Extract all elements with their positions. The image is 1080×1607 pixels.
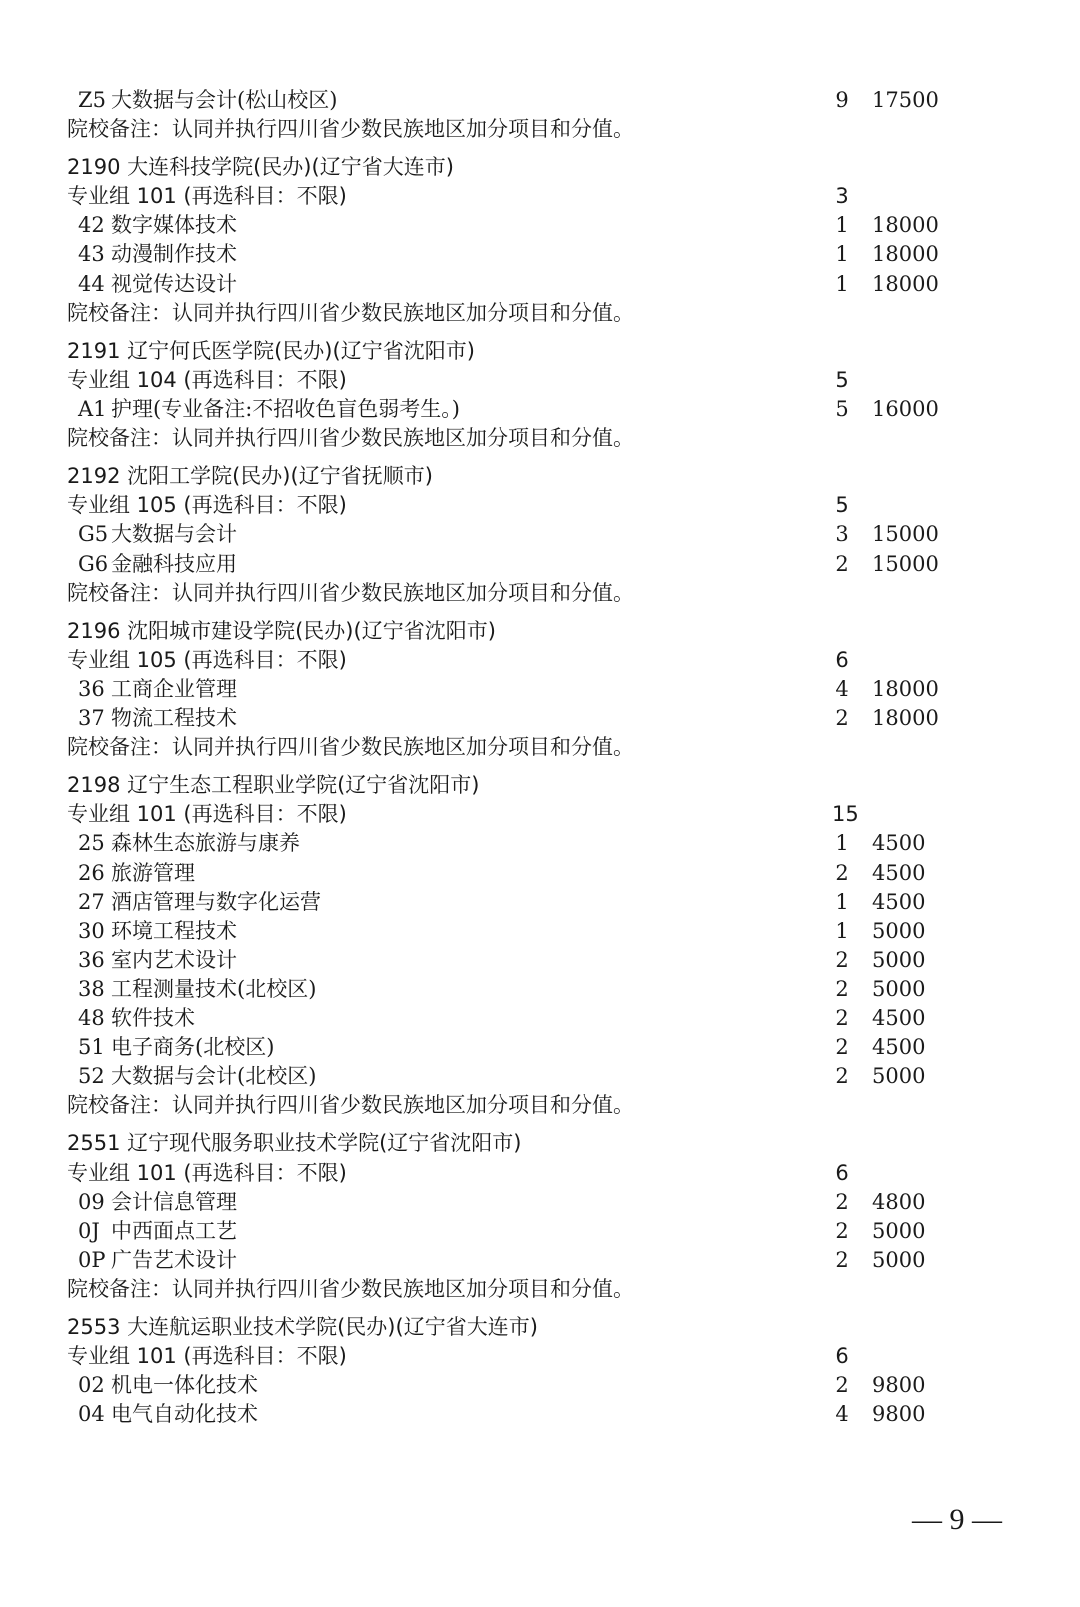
major-group-row (0, 366, 1080, 395)
institution-note-row (0, 733, 1080, 762)
institution-title: 2551 辽宁现代服务职业技术学院(辽宁省沈阳市) (67, 1131, 522, 1155)
major-tuition: 16000 (872, 397, 939, 421)
major-name: 会计信息管理 (111, 1190, 237, 1214)
major-name: 工程测量技术(北校区) (111, 977, 317, 1001)
institution-note: 院校备注：认同并执行四川省少数民族地区加分项目和分值。 (67, 117, 634, 141)
institution-note: 院校备注：认同并执行四川省少数民族地区加分项目和分值。 (67, 301, 634, 325)
major-group-label: 专业组 101 (再选科目：不限) (67, 1161, 347, 1185)
institution-note-row (0, 424, 1080, 453)
major-name: 电子商务(北校区) (111, 1035, 275, 1059)
major-group-label: 专业组 104 (再选科目：不限) (67, 368, 347, 392)
major-code: 0P (78, 1248, 106, 1272)
major-plan-count: 1 (835, 242, 849, 266)
institution-note-row (0, 1275, 1080, 1304)
major-tuition: 9800 (872, 1402, 926, 1426)
major-group-row (0, 182, 1080, 211)
major-tuition: 4500 (872, 831, 926, 855)
institution-row (0, 771, 1080, 800)
institution-row (0, 1313, 1080, 1342)
major-row (0, 1033, 1080, 1062)
page-number: — 9 — (912, 1503, 1002, 1536)
major-code: 51 (78, 1035, 105, 1059)
group-plan-count: 6 (835, 648, 849, 672)
major-code: 37 (78, 706, 105, 730)
group-plan-count: 3 (835, 184, 849, 208)
major-code: A1 (78, 397, 107, 421)
major-row (0, 240, 1080, 269)
major-name: 大数据与会计(北校区) (111, 1064, 317, 1088)
major-row (0, 270, 1080, 299)
major-plan-count: 2 (835, 706, 849, 730)
major-row (0, 550, 1080, 579)
major-plan-count: 2 (835, 1219, 849, 1243)
major-row (0, 1217, 1080, 1246)
major-name: 酒店管理与数字化运营 (111, 890, 321, 914)
institution-note: 院校备注：认同并执行四川省少数民族地区加分项目和分值。 (67, 426, 634, 450)
major-group-row (0, 1342, 1080, 1371)
institution-title: 2196 沈阳城市建设学院(民办)(辽宁省沈阳市) (67, 619, 496, 643)
major-row (0, 1004, 1080, 1033)
major-tuition: 5000 (872, 919, 926, 943)
institution-note: 院校备注：认同并执行四川省少数民族地区加分项目和分值。 (67, 1277, 634, 1301)
major-code: 02 (78, 1373, 105, 1397)
major-row (0, 829, 1080, 858)
major-row (0, 704, 1080, 733)
major-code: 36 (78, 948, 105, 972)
major-tuition: 17500 (872, 88, 939, 112)
major-row (0, 1400, 1080, 1429)
major-code: G5 (78, 522, 109, 546)
major-tuition: 5000 (872, 1248, 926, 1272)
major-tuition: 9800 (872, 1373, 926, 1397)
major-plan-count: 2 (835, 1248, 849, 1272)
major-plan-count: 2 (835, 1035, 849, 1059)
institution-note-row (0, 579, 1080, 608)
major-code: 36 (78, 677, 105, 701)
major-plan-count: 9 (835, 88, 849, 112)
major-plan-count: 2 (835, 977, 849, 1001)
major-code: 43 (78, 242, 105, 266)
major-code: 48 (78, 1006, 105, 1030)
major-plan-count: 2 (835, 1006, 849, 1030)
major-name: 环境工程技术 (111, 919, 237, 943)
major-tuition: 4500 (872, 1035, 926, 1059)
major-code: G6 (78, 552, 109, 576)
major-tuition: 4500 (872, 861, 926, 885)
major-name: 广告艺术设计 (111, 1248, 237, 1272)
major-name: 电气自动化技术 (111, 1402, 258, 1426)
institution-note: 院校备注：认同并执行四川省少数民族地区加分项目和分值。 (67, 581, 634, 605)
major-name: 中西面点工艺 (111, 1219, 237, 1243)
major-row (0, 888, 1080, 917)
major-code: 04 (78, 1402, 105, 1426)
major-row (0, 917, 1080, 946)
major-plan-count: 4 (835, 1402, 849, 1426)
major-name: 动漫制作技术 (111, 242, 237, 266)
major-row (0, 86, 1080, 115)
major-plan-count: 2 (835, 1064, 849, 1088)
major-group-row (0, 1159, 1080, 1188)
institution-title: 2553 大连航运职业技术学院(民办)(辽宁省大连市) (67, 1315, 538, 1339)
institution-row (0, 337, 1080, 366)
major-plan-count: 2 (835, 1190, 849, 1214)
major-plan-count: 1 (835, 213, 849, 237)
institution-note-row (0, 299, 1080, 328)
institution-note: 院校备注：认同并执行四川省少数民族地区加分项目和分值。 (67, 735, 634, 759)
major-group-label: 专业组 101 (再选科目：不限) (67, 802, 347, 826)
major-plan-count: 5 (835, 397, 849, 421)
major-row (0, 520, 1080, 549)
group-plan-count: 5 (835, 493, 849, 517)
major-code: 38 (78, 977, 105, 1001)
institution-row (0, 153, 1080, 182)
major-tuition: 5000 (872, 977, 926, 1001)
major-row (0, 1062, 1080, 1091)
major-tuition: 4800 (872, 1190, 926, 1214)
major-row (0, 211, 1080, 240)
major-group-label: 专业组 101 (再选科目：不限) (67, 1344, 347, 1368)
major-name: 数字媒体技术 (111, 213, 237, 237)
major-name: 金融科技应用 (111, 552, 237, 576)
major-group-label: 专业组 105 (再选科目：不限) (67, 493, 347, 517)
institution-note: 院校备注：认同并执行四川省少数民族地区加分项目和分值。 (67, 1093, 634, 1117)
major-code: 26 (78, 861, 105, 885)
major-tuition: 15000 (872, 522, 939, 546)
major-name: 旅游管理 (111, 861, 195, 885)
major-name: 视觉传达设计 (111, 272, 237, 296)
institution-title: 2190 大连科技学院(民办)(辽宁省大连市) (67, 155, 454, 179)
major-row (0, 975, 1080, 1004)
major-code: 0J (78, 1219, 100, 1243)
major-tuition: 18000 (872, 272, 939, 296)
major-plan-count: 1 (835, 831, 849, 855)
institution-title: 2192 沈阳工学院(民办)(辽宁省抚顺市) (67, 464, 433, 488)
major-code: 25 (78, 831, 105, 855)
major-plan-count: 3 (835, 522, 849, 546)
major-row (0, 1188, 1080, 1217)
major-group-row (0, 491, 1080, 520)
major-row (0, 859, 1080, 888)
major-group-row (0, 800, 1080, 829)
major-code: 52 (78, 1064, 105, 1088)
major-row (0, 1371, 1080, 1400)
major-name: 大数据与会计(松山校区) (111, 88, 338, 112)
major-name: 室内艺术设计 (111, 948, 237, 972)
major-group-label: 专业组 105 (再选科目：不限) (67, 648, 347, 672)
institution-row (0, 462, 1080, 491)
major-name: 工商企业管理 (111, 677, 237, 701)
major-name: 机电一体化技术 (111, 1373, 258, 1397)
institution-title: 2198 辽宁生态工程职业学院(辽宁省沈阳市) (67, 773, 480, 797)
major-plan-count: 4 (835, 677, 849, 701)
group-plan-count: 6 (835, 1344, 849, 1368)
major-tuition: 18000 (872, 213, 939, 237)
major-tuition: 18000 (872, 677, 939, 701)
major-plan-count: 1 (835, 919, 849, 943)
major-code: Z5 (78, 88, 106, 112)
major-name: 物流工程技术 (111, 706, 237, 730)
major-tuition: 18000 (872, 242, 939, 266)
major-row (0, 675, 1080, 704)
major-name: 软件技术 (111, 1006, 195, 1030)
major-group-label: 专业组 101 (再选科目：不限) (67, 184, 347, 208)
group-plan-count: 5 (835, 368, 849, 392)
major-tuition: 15000 (872, 552, 939, 576)
institution-row (0, 1129, 1080, 1158)
major-code: 42 (78, 213, 105, 237)
major-name: 大数据与会计 (111, 522, 237, 546)
major-plan-count: 1 (835, 272, 849, 296)
major-row (0, 1246, 1080, 1275)
major-row (0, 946, 1080, 975)
major-code: 44 (78, 272, 105, 296)
institution-note-row (0, 1091, 1080, 1120)
major-code: 27 (78, 890, 105, 914)
major-tuition: 4500 (872, 890, 926, 914)
major-code: 30 (78, 919, 105, 943)
major-tuition: 5000 (872, 1064, 926, 1088)
major-plan-count: 1 (835, 890, 849, 914)
institution-row (0, 617, 1080, 646)
major-name: 护理(专业备注:不招收色盲色弱考生。) (111, 397, 460, 421)
major-plan-count: 2 (835, 861, 849, 885)
major-group-row (0, 646, 1080, 675)
major-plan-count: 2 (835, 1373, 849, 1397)
institution-note-row (0, 115, 1080, 144)
major-tuition: 5000 (872, 1219, 926, 1243)
major-tuition: 5000 (872, 948, 926, 972)
major-tuition: 4500 (872, 1006, 926, 1030)
group-plan-count: 15 (832, 802, 859, 826)
major-code: 09 (78, 1190, 105, 1214)
major-tuition: 18000 (872, 706, 939, 730)
institution-title: 2191 辽宁何氏医学院(民办)(辽宁省沈阳市) (67, 339, 475, 363)
major-name: 森林生态旅游与康养 (111, 831, 300, 855)
major-plan-count: 2 (835, 552, 849, 576)
major-plan-count: 2 (835, 948, 849, 972)
major-row (0, 395, 1080, 424)
group-plan-count: 6 (835, 1161, 849, 1185)
